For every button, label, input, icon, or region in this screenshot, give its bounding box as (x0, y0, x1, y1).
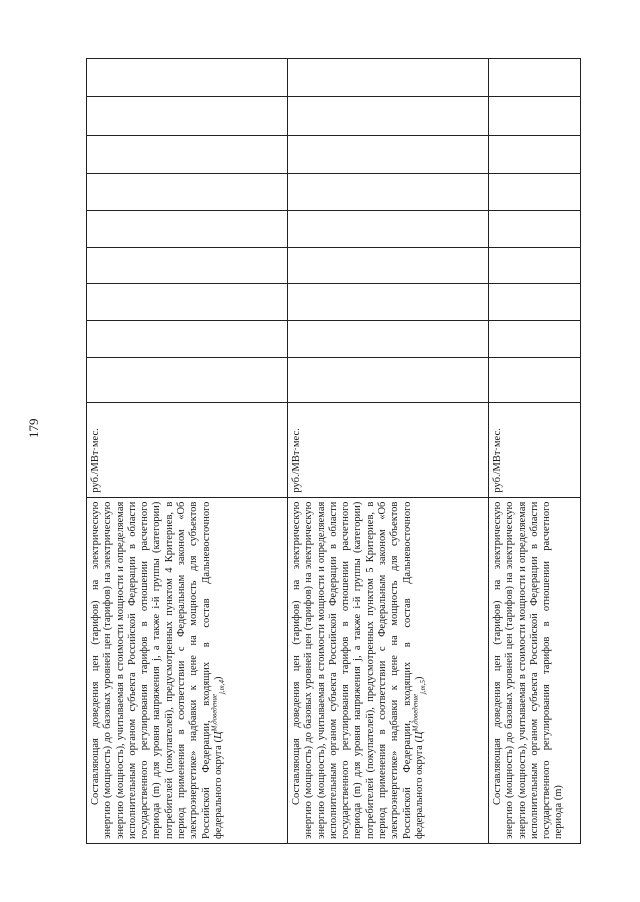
value-cell (87, 358, 288, 403)
value-cell (87, 210, 288, 247)
unit-cell: руб./МВт·мес. (288, 403, 489, 497)
table-row (489, 59, 581, 844)
unit-cell: руб./МВт·мес. (87, 403, 288, 497)
rotated-page-content (86, 58, 584, 844)
value-cell (87, 135, 288, 173)
value-cell (288, 358, 489, 403)
description-cell: Составляющая доведения цен (тарифов) на электрическую энергию (мощность) до базовых уровней цен (тарифов) на электрическую энергию (мощность), учитываемая в стоимости мощности и определяемая исполнительным органом субъекта Российской Федерации в области государственного регулирования тарифов в отношении расчетного периода (m) для уровня напряжения j, а также i-й группы (категории) потребителей (покупателей), предусмотренных пунктом 4 Критериев, в период применения в соответствии с Федеральным законом «Об электроэнергетике» надбавки к цене на мощность для субъектов Российской Федерации, входящих в состав Дальневосточного федерального округа $(Ц^{M,доведение}_{j,m,4})$ (87, 497, 288, 843)
value-cell (489, 59, 581, 97)
page-number: 179 (26, 418, 41, 438)
table-row (87, 59, 288, 844)
value-cell (288, 173, 489, 210)
formula-symbol: $Ц^{M,доведение}_{j,m,5}$ (411, 680, 428, 740)
value-cell (288, 135, 489, 173)
value-cell (489, 358, 581, 403)
value-cell (87, 284, 288, 321)
value-cell (288, 96, 489, 135)
value-cell (489, 284, 581, 321)
description-text: Составляющая доведения цен (тарифов) на электрическую энергию (мощность) до базовых уровней цен (тарифов) на электрическую энергию (мощность), учитываемая в стоимости мощности и определяемая исполнительным органом субъекта Российской Федерации в области государственного регулирования тарифов в отношении расчетного периода (m) (492, 501, 565, 839)
value-cell (288, 59, 489, 97)
value-cell (87, 96, 288, 135)
unit-cell: руб./МВт·мес. (489, 403, 581, 497)
value-cell (87, 321, 288, 358)
value-cell (87, 59, 288, 97)
tariff-table (86, 58, 581, 844)
description-cell (489, 497, 581, 843)
value-cell (288, 321, 489, 358)
value-cell (288, 284, 489, 321)
value-cell (288, 247, 489, 284)
value-cell (288, 210, 489, 247)
value-cell (87, 173, 288, 210)
value-cell (87, 247, 288, 284)
value-cell (489, 321, 581, 358)
value-cell (489, 247, 581, 284)
value-cell (489, 96, 581, 135)
value-cell (489, 210, 581, 247)
formula-symbol: $Ц^{M,доведение}_{j,m,4}$ (210, 680, 227, 740)
description-text: Составляющая доведения цен (тарифов) на электрическую энергию (мощность) до базовых уровней цен (тарифов) на электрическую энергию (мощность), учитываемая в стоимости мощности и определяемая исполнительным органом субъекта Российской Федерации в области государственного регулирования тарифов в отношении расчетного периода (m) для уровня напряжения j, а также i-й группы (категории) потребителей (покупателей), предусмотренных пунктом 4 Критериев, в период применения в соответствии с Федеральным законом «Об электроэнергетике» надбавки к цене на мощность для субъектов Российской Федерации, входящих в состав Дальневосточного федерального округа (90, 501, 224, 839)
value-cell (489, 135, 581, 173)
description-text: Составляющая доведения цен (тарифов) на электрическую энергию (мощность) до базовых уровней цен (тарифов) на электрическую энергию (мощность), учитываемая в стоимости мощности и определяемая исполнительным органом субъекта Российской Федерации в области государственного регулирования тарифов в отношении расчетного периода (m) для уровня напряжения j, а также i-й группы (категории) потребителей (покупателей), предусмотренных пунктом 5 Критериев, в период применения в соответствии с Федеральным законом «Об электроэнергетике» надбавки к цене на мощность для субъектов Российской Федерации, входящих в состав Дальневосточного федерального округа (291, 501, 425, 839)
table-row (288, 59, 489, 844)
value-cell (489, 173, 581, 210)
description-cell: Составляющая доведения цен (тарифов) на электрическую энергию (мощность) до базовых уровней цен (тарифов) на электрическую энергию (мощность), учитываемая в стоимости мощности и определяемая исполнительным органом субъекта Российской Федерации в области государственного регулирования тарифов в отношении расчетного периода (m) для уровня напряжения j, а также i-й группы (категории) потребителей (покупателей), предусмотренных пунктом 5 Критериев, в период применения в соответствии с Федеральным законом «Об электроэнергетике» надбавки к цене на мощность для субъектов Российской Федерации, входящих в состав Дальневосточного федерального округа $(Ц^{M,доведение}_{j,m,5})$ (288, 497, 489, 843)
